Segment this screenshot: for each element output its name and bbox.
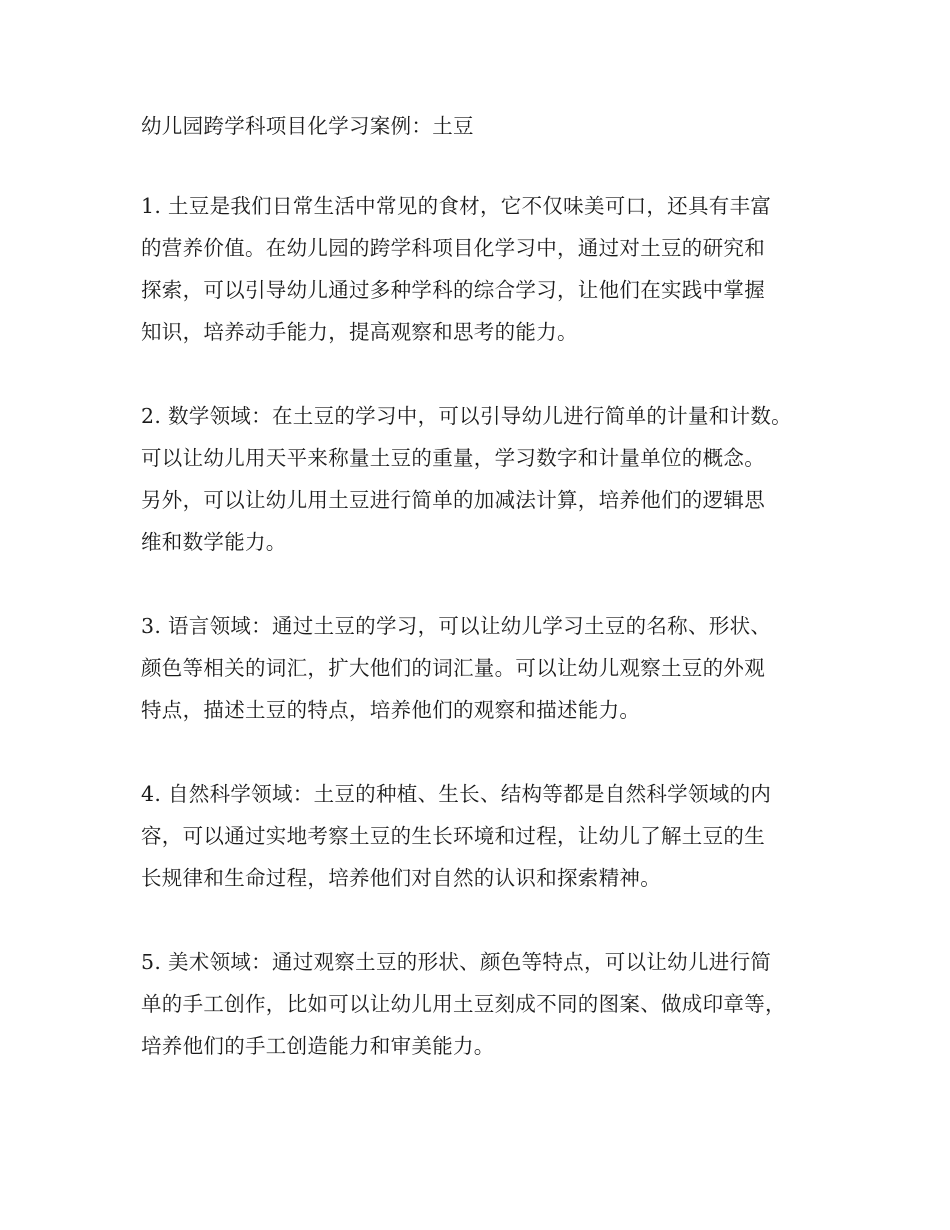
paragraph-science [141,777,841,903]
paragraph-line: 长规律和生命过程，培养他们对自然的认识和探索精神。 [141,866,661,890]
document-body [141,109,841,1071]
paragraph-line: 1. 土豆是我们日常生活中常见的食材，它不仅味美可口，还具有丰富 [141,194,772,218]
paragraph-line: 5. 美术领域：通过观察土豆的形状、颜色等特点，可以让幼儿进行简 [141,950,772,974]
paragraph-line: 特点，描述土豆的特点，培养他们的观察和描述能力。 [141,698,641,722]
paragraph-line: 另外，可以让幼儿用土豆进行简单的加减法计算，培养他们的逻辑思 [141,488,765,512]
paragraph-line: 3. 语言领域：通过土豆的学习，可以让幼儿学习土豆的名称、形状、 [141,614,772,638]
paragraph-art [141,945,841,1071]
paragraph-math [141,399,841,567]
paragraph-language [141,609,841,735]
paragraph-line: 颜色等相关的词汇，扩大他们的词汇量。可以让幼儿观察土豆的外观 [141,656,765,680]
paragraph-line: 2. 数学领域：在土豆的学习中，可以引导幼儿进行简单的计量和计数。 [141,404,792,428]
paragraph-line: 的营养价值。在幼儿园的跨学科项目化学习中，通过对土豆的研究和 [141,236,765,260]
paragraph-line: 维和数学能力。 [141,530,287,554]
paragraph-line: 单的手工创作，比如可以让幼儿用土豆刻成不同的图案、做成印章等， [141,992,786,1016]
paragraph-line: 知识，培养动手能力，提高观察和思考的能力。 [141,320,578,344]
paragraph-line: 容，可以通过实地考察土豆的生长环境和过程，让幼儿了解土豆的生 [141,824,765,848]
paragraph-line: 4. 自然科学领域：土豆的种植、生长、结构等都是自然科学领域的内 [141,782,772,806]
paragraph-line: 可以让幼儿用天平来称量土豆的重量，学习数字和计量单位的概念。 [141,446,765,470]
paragraph-line: 探索，可以引导幼儿通过多种学科的综合学习，让他们在实践中掌握 [141,278,765,302]
document-title: 幼儿园跨学科项目化学习案例：土豆 [141,114,474,138]
paragraph-line: 培养他们的手工创造能力和审美能力。 [141,1034,495,1058]
paragraph-intro [141,189,841,357]
